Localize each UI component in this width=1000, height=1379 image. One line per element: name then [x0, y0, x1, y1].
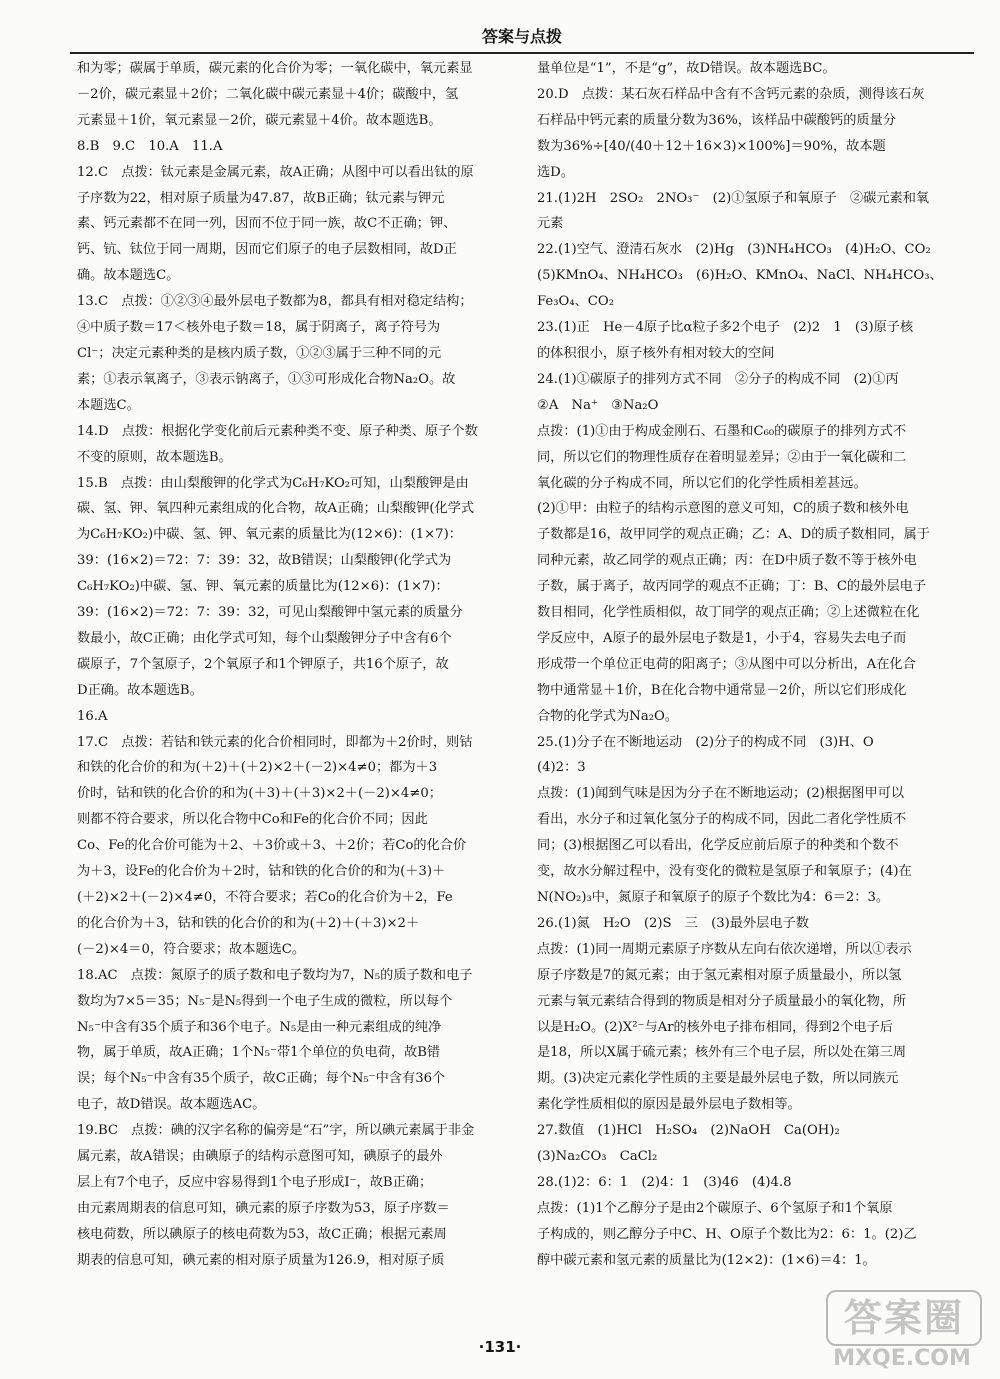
- text-line: 选D。: [537, 164, 574, 180]
- text-line: 16.A: [77, 708, 108, 724]
- text-line: 点拨：(1)①由于构成金刚石、石墨和C₆₀的碳原子的排列方式不: [537, 423, 907, 439]
- text-line: C₆H₇KO₂)中碳、氢、钾、氧元素的质量比为(12×6)：(1×7)：: [77, 579, 449, 595]
- text-line: 形成带一个单位正电荷的阳离子；③从图中可以分析出，A在化合: [537, 656, 916, 672]
- watermark-logo-text: 答案圈: [826, 1290, 982, 1346]
- text-line: N₅⁻中含有35个质子和36个电子。N₅是由一种元素组成的纯净: [77, 1019, 442, 1035]
- text-line: 物，属于单质，故A正确；1个N₅⁻带1个单位的负电荷，故B错: [77, 1045, 441, 1061]
- text-line: 元素显＋1价，氧元素显－2价，碳元素显＋4价。故本题选B。: [77, 112, 442, 128]
- text-line: 合物的化学式为Na₂O。: [537, 708, 678, 724]
- text-line: 元素: [537, 216, 564, 232]
- text-line: 钙、钪、钛位于同一周期，因而它们原子的电子层数相同，故D正: [77, 242, 457, 258]
- text-line: 同；(3)根据图乙可以看出，化学反应前后原子的种类和个数不: [537, 838, 899, 854]
- text-line: 21.(1)2H 2SO₂ 2NO₃⁻ (2)①氢原子和氧原子 ②碳元素和氧: [537, 190, 930, 206]
- text-line: 期表的信息可知，碘元素的相对原子质量为126.9，相对原子质: [77, 1252, 445, 1268]
- text-line: 点拨：(1)同一周期元素原子序数从左向右依次递增，所以①表示: [537, 941, 912, 957]
- text-line: 18.AC 点拨：氮原子的质子数和电子数均为7，N₅的质子数和电子: [77, 967, 473, 983]
- page-number: ·131·: [478, 1338, 522, 1356]
- text-line: 石样品中钙元素的质量分数为36%，该样品中碳酸钙的质量分: [537, 112, 896, 128]
- text-line: Fe₃O₄、CO₂: [537, 294, 614, 310]
- text-line: 28.(1)2：6：1 (2)4：1 (3)46 (4)4.8: [537, 1174, 792, 1190]
- text-line: 子数都是16，故甲同学的观点正确；乙：A、D的质子数相同，属于: [537, 527, 930, 543]
- text-line: 变，故水分解过程中，没有变化的微粒是氢原子和氧原子；(4)在: [537, 864, 912, 880]
- text-line: 27.数值 (1)HCl H₂SO₄ (2)NaOH Ca(OH)₂: [537, 1123, 840, 1139]
- text-line: 17.C 点拨：若钴和铁元素的化合价相同时，即都为＋2价时，则钴: [77, 734, 473, 750]
- text-line: 元素与氧元素结合得到的物质是相对分子质量最小的氧化物，所: [537, 993, 907, 1009]
- text-line: 和为零；碳属于单质，碳元素的化合价为零；一氧化碳中，氧元素显: [77, 61, 473, 76]
- text-line: 子序数为22，相对原子质量为47.87，故B正确；钛元素与钾元: [77, 190, 445, 206]
- text-line: 看出，水分子和过氧化氢分子的构成不同，因此二者化学性质不: [537, 812, 907, 828]
- text-line: 39：(16×2)＝72：7：39：32，可见山梨酸钾中氢元素的质量分: [77, 605, 463, 621]
- text-line: (－2)×4＝0，符合要求；故本题选C。: [77, 941, 306, 957]
- text-line: 以是H₂O。(2)X²⁻与Ar的核外电子排布相同，得到2个电子后: [537, 1019, 893, 1035]
- text-line: 为＋3，设Fe的化合价为＋2时，钴和铁的化合价的和为(＋3)＋: [77, 864, 446, 880]
- text-line: N(NO₂)₃中，氮原子和氧原子的原子个数比为4：6＝2：3。: [537, 890, 890, 905]
- text-line: 14.D 点拨：根据化学变化前后元素种类不变、原子种类、原子个数: [77, 423, 478, 439]
- text-line: 的化合价为＋3，钴和铁的化合价的和为(＋2)＋(＋3)×2＋: [77, 915, 420, 931]
- text-line: 12.C 点拨：钛元素是金属元素，故A正确；从图中可以看出钛的原: [77, 164, 474, 180]
- text-line: 22.(1)空气、澄清石灰水 (2)Hg (3)NH₄HCO₃ (4)H₂O、CO₂: [537, 242, 931, 258]
- text-line: 同种元素，故乙同学的观点正确；丙：在D中质子数不等于核外电: [537, 553, 917, 569]
- text-line: 碳原子，7个氢原子，2个氧原子和1个钾原子，共16个原子，故: [77, 656, 449, 672]
- text-line: 的体积很小，原子核外有相对较大的空间: [537, 345, 775, 361]
- text-line: 素化学性质相似的原因是最外层电子数相等。: [537, 1097, 801, 1113]
- text-line: 由元素周期表的信息可知，碘元素的原子序数为53，原子序数＝: [77, 1200, 450, 1216]
- text-line: ④中质子数＝17＜核外电子数＝18，属于阴离子，离子符号为: [77, 320, 441, 336]
- text-line: 原子序数是7的氮元素；由于氢元素相对原子质量最小，所以氢: [537, 967, 902, 983]
- text-line: 则都不符合要求，所以化合物中Co和Fe的化合价不同；因此: [77, 812, 428, 828]
- text-line: 醇中碳元素和氢元素的质量比为(12×2)：(1×6)＝4：1。: [537, 1252, 876, 1268]
- text-line: Cl⁻；决定元素种类的是核内质子数，①②③属于三种不同的元: [77, 345, 442, 361]
- text-line: 39：(16×2)＝72：7：39：32，故B错误；山梨酸钾(化学式为: [77, 553, 452, 569]
- text-line: 24.(1)①碳原子的排列方式不同 ②分子的构成不同 (2)①丙: [537, 371, 899, 387]
- text-line: (2)①甲：由粒子的结构示意图的意义可知，C的质子数和核外电: [537, 501, 909, 517]
- text-line: (3)Na₂CO₃ CaCl₂: [537, 1149, 658, 1165]
- text-line: ②A Na⁺ ③Na₂O: [537, 397, 659, 413]
- text-line: 同，所以它们的物理性质存在着明显差异；②由于一氧化碳和二: [537, 449, 907, 465]
- text-line: 点拨：(1)闻到气味是因为分子在不断地运动；(2)根据图甲可以: [537, 786, 905, 802]
- watermark-logo: [812, 1290, 992, 1372]
- left-column: [77, 56, 512, 1274]
- text-line: 13.C 点拨：①②③④最外层电子数都为8，都具有相对稳定结构；: [77, 294, 473, 310]
- text-line: 本题选C。: [77, 397, 140, 413]
- text-line: 素；①表示氧离子，③表示钠离子，①③可形成化合物Na₂O。故: [77, 371, 456, 387]
- text-line: 碳、氢、钾、氧四种元素组成的化合物，故A正确；山梨酸钾(化学式: [77, 501, 475, 517]
- text-line: 不变的原则，故本题选B。: [77, 449, 232, 465]
- text-line: (5)KMnO₄、NH₄HCO₃ (6)H₂O、KMnO₄、NaCl、NH₄HCO₃、: [537, 268, 943, 284]
- text-line: D正确。故本题选B。: [77, 682, 203, 698]
- text-line: (＋2)×2＋(－2)×4≠0，不符合要求；若Co的化合价为＋2，Fe: [77, 890, 453, 905]
- text-line: 学反应中，A原子的最外层电子数是1，小于4，容易失去电子而: [537, 630, 907, 646]
- header-title: 答案与点拨: [481, 27, 562, 46]
- text-line: 层上有7个电子，反应中容易得到1个电子形成I⁻，故B正确；: [77, 1174, 433, 1190]
- text-line: 期。(3)决定元素化学性质的主要是最外层电子数，所以同族元: [537, 1071, 899, 1087]
- text-line: 电子，故D错误。故本题选AC。: [77, 1097, 266, 1113]
- text-line: 点拨：(1)1个乙醇分子是由2个碳原子、6个氢原子和1个氧原: [537, 1200, 893, 1216]
- text-line: 15.B 点拨：由山梨酸钾的化学式为C₆H₇KO₂可知，山梨酸钾是由: [77, 475, 469, 491]
- text-line: 和铁的化合价的和为(＋2)＋(＋2)×2＋(－2)×4≠0；都为＋3: [77, 760, 438, 776]
- text-line: 数最小，故C正确；由化学式可知，每个山梨酸钾分子中含有6个: [77, 630, 452, 646]
- text-line: 19.BC 点拨：碘的汉字名称的偏旁是“石”字，所以碘元素属于非金: [77, 1123, 475, 1139]
- text-line: 数均为7×5＝35；N₅⁻是N₅得到一个电子生成的微粒，所以每个: [77, 993, 453, 1009]
- text-line: 数目相同，化学性质相似，故丁同学的观点正确；②上述微粒在化: [537, 605, 920, 621]
- text-line: 物中通常显＋1价，B在化合物中通常显－2价，所以它们形成化: [537, 682, 907, 698]
- text-line: 价时，钴和铁的化合价的和为(＋3)＋(＋3)×2＋(－2)×4≠0；: [77, 786, 442, 802]
- text-line: 确。故本题选C。: [77, 268, 180, 284]
- text-line: 25.(1)分子在不断地运动 (2)分子的构成不同 (3)H、O: [537, 734, 874, 750]
- text-line: 26.(1)氮 H₂O (2)S 三 (3)最外层电子数: [537, 915, 809, 931]
- text-line: 是18，所以X属于硫元素；核外有三个电子层，所以处在第三周: [537, 1045, 907, 1061]
- text-line: 素、钙元素都不在同一列，因而不位于同一族，故C不正确；钾、: [77, 216, 457, 232]
- text-line: 核电荷数，所以碘原子的核电荷数为53，故C正确；根据元素周: [77, 1226, 447, 1242]
- text-line: (4)2：3: [537, 760, 586, 776]
- text-line: 数为36%÷[40/(40＋12＋16×3)×100%]＝90%，故本题: [537, 138, 886, 154]
- text-line: 子数，属于离子，故丙同学的观点不正确；丁：B、C的最外层电子: [537, 579, 927, 595]
- text-line: 为C₆H₇KO₂)中碳、氢、钾、氧元素的质量比为(12×6)：(1×7)：: [77, 527, 462, 543]
- page-header: [70, 20, 974, 54]
- right-column: [537, 56, 972, 1274]
- text-line: Co、Fe的化合价可能为＋2、＋3价或＋3、＋2价；若Co的化合价: [77, 838, 467, 854]
- text-line: 量单位是“1”，不是“g”，故D错误。故本题选BC。: [537, 61, 836, 76]
- text-line: －2价，碳元素显＋2价；二氧化碳中碳元素显＋4价；碳酸中，氢: [77, 86, 459, 102]
- text-line: 23.(1)正 He－4原子比α粒子多2个电子 (2)2 1 (3)原子核: [537, 320, 914, 336]
- text-line: 20.D 点拨：某石灰石样品中含有不含钙元素的杂质，测得该石灰: [537, 86, 925, 102]
- watermark-url: MXQE.COM: [833, 1346, 971, 1371]
- text-line: 8.B 9.C 10.A 11.A: [77, 138, 223, 154]
- text-line: 误；每个N₅⁻中含有35个质子，故C正确；每个N₅⁻中含有36个: [77, 1071, 446, 1087]
- text-line: 子构成的，则乙醇分子中C、H、O原子个数比为2：6：1。(2)乙: [537, 1226, 917, 1242]
- text-line: 属元素，故A错误；由碘原子的结构示意图可知，碘原子的最外: [77, 1149, 443, 1165]
- text-line: 氧化碳的分子构成不同，所以它们的化学性质相差甚远。: [537, 475, 867, 491]
